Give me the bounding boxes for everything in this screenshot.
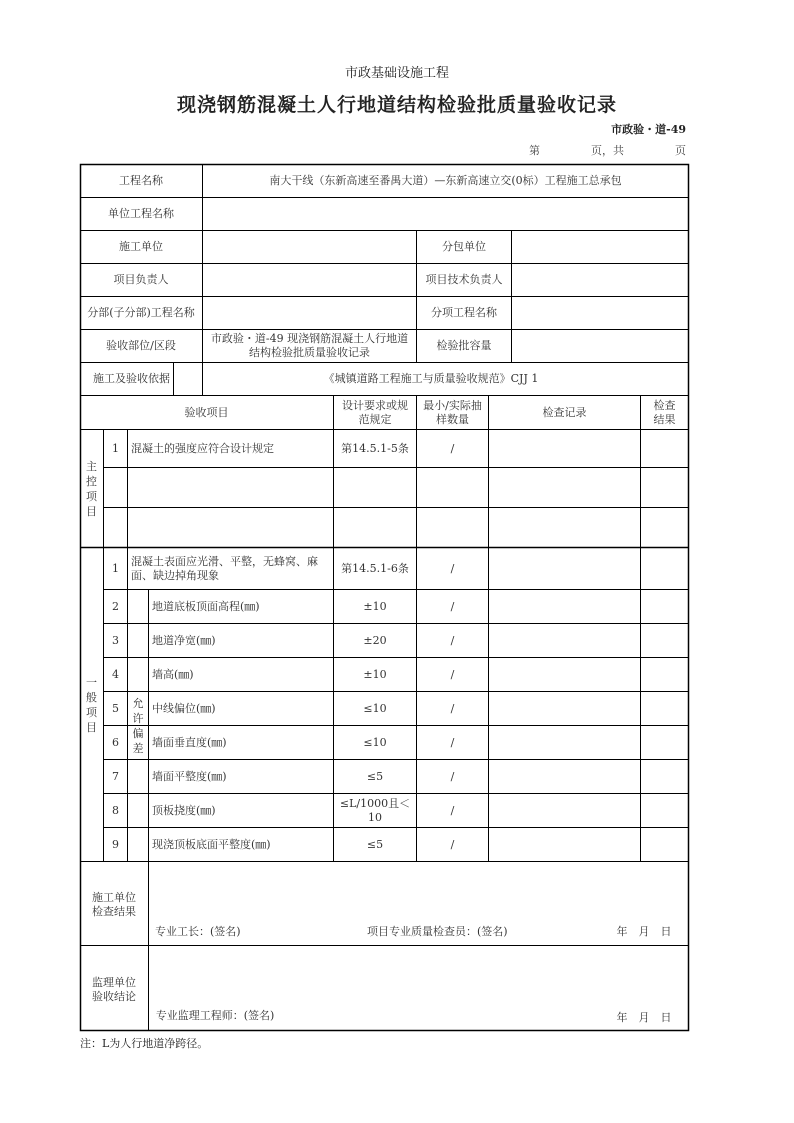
tolerance-row-no: 8 xyxy=(112,803,119,817)
tolerance-row-item: 地道净宽(㎜) xyxy=(152,633,216,647)
unit-project-label: 单位工程名称 xyxy=(108,207,174,220)
tolerance-row-no: 3 xyxy=(112,633,119,647)
general-row-no: 1 xyxy=(112,561,119,575)
foreman-sign[interactable]: 专业工长：(签名) xyxy=(155,925,241,938)
tolerance-row-sample[interactable]: / xyxy=(450,599,455,613)
subcontractor-label: 分包单位 xyxy=(442,240,486,253)
tolerance-row-design: ≤L/1000且＜10 xyxy=(339,796,411,824)
contractor-result-label: 施工单位检查结果 xyxy=(92,891,136,918)
pm-value[interactable] xyxy=(203,264,416,296)
tolerance-row-sample[interactable]: / xyxy=(450,701,455,715)
batch-label: 检验批容量 xyxy=(436,339,492,352)
tolerance-row-item: 顶板挠度(㎜) xyxy=(152,803,216,817)
project-name-value[interactable]: 南大干线（东新高速至番禺大道）—东新高速立交(0标）工程施工总承包 xyxy=(269,174,622,187)
tolerance-row-no: 7 xyxy=(112,769,119,783)
tolerance-row-item: 地道底板顶面高程(㎜) xyxy=(152,599,260,613)
supervisor-label: 监理单位验收结论 xyxy=(92,976,136,1003)
unit-project-value[interactable] xyxy=(203,198,688,230)
sub-item-label: 分项工程名称 xyxy=(431,306,497,319)
tolerance-row-design: ≤5 xyxy=(366,837,384,851)
tolerance-row-design: ≤5 xyxy=(366,769,384,783)
tolerance-row-no: 9 xyxy=(112,837,119,851)
form-title: 现浇钢筋混凝土人行地道结构检验批质量验收记录 xyxy=(176,94,617,116)
sub-item-value[interactable] xyxy=(512,297,688,329)
header-design: 设计要求或规范规定 xyxy=(342,398,408,426)
header-record: 检查记录 xyxy=(542,405,587,419)
tolerance-label-text: 允许偏差 xyxy=(132,696,144,755)
general-row-sample[interactable]: / xyxy=(450,561,455,575)
inspector-sign[interactable]: 项目专业质量检查员：(签名) xyxy=(367,925,508,938)
main-control-label xyxy=(80,430,103,547)
main-row-sample[interactable]: / xyxy=(450,441,455,455)
tolerance-row-item: 现浇顶板底面平整度(㎜) xyxy=(152,837,271,851)
project-name-label: 工程名称 xyxy=(119,174,163,187)
tolerance-row-no: 6 xyxy=(112,735,119,749)
location-label: 验收部位/区段 xyxy=(106,339,176,352)
tolerance-row-item: 墙面平整度(㎜) xyxy=(152,769,227,783)
contractor-date[interactable]: 年 月 日 xyxy=(616,925,672,938)
supervisor-sign[interactable]: 专业监理工程师：(签名) xyxy=(155,1009,275,1022)
main-row-design: 第14.5.1-5条 xyxy=(341,441,409,455)
tech-lead-value[interactable] xyxy=(512,264,688,296)
batch-value[interactable] xyxy=(512,330,688,362)
general-label xyxy=(80,548,103,861)
header-item: 验收项目 xyxy=(184,405,229,419)
supervisor-date[interactable]: 年 月 日 xyxy=(616,1011,672,1024)
basis-label: 施工及验收依据 xyxy=(93,372,170,385)
tolerance-row-design: ±10 xyxy=(363,599,387,613)
pm-label: 项目负责人 xyxy=(113,273,169,286)
tolerance-row-sample[interactable]: / xyxy=(450,667,455,681)
tolerance-row-sample[interactable]: / xyxy=(450,735,455,749)
tolerance-row-item: 墙高(㎜) xyxy=(152,667,194,681)
tolerance-row-no: 2 xyxy=(112,599,119,613)
tolerance-row-design: ±20 xyxy=(363,633,387,647)
tolerance-row-sample[interactable]: / xyxy=(450,633,455,647)
tolerance-row-sample[interactable]: / xyxy=(450,803,455,817)
location-value[interactable]: 市政验・道-49 现浇钢筋混凝土人行地道结构检验批质量验收记录 xyxy=(210,332,409,359)
tolerance-row-sample[interactable]: / xyxy=(450,769,455,783)
general-row-design: 第14.5.1-6条 xyxy=(341,561,409,575)
sub-division-label: 分部(子分部)工程名称 xyxy=(87,306,195,319)
basis-value[interactable]: 《城镇道路工程施工与质量验收规范》CJJ 1 xyxy=(323,372,539,385)
general-row-item: 混凝土表面应光滑、平整，无蜂窝、麻面、缺边掉角现象 xyxy=(131,554,318,582)
general-label-text: 一般项目 xyxy=(86,675,97,734)
sub-division-value[interactable] xyxy=(203,297,416,329)
main-control-label-text: 主控项目 xyxy=(86,459,97,518)
contractor-label: 施工单位 xyxy=(119,240,163,253)
page-label-1: 第 xyxy=(529,144,540,157)
subcontractor-value[interactable] xyxy=(512,231,688,263)
header-result: 检查结果 xyxy=(653,398,676,426)
contractor-value[interactable] xyxy=(203,231,416,263)
main-row-no: 1 xyxy=(112,441,119,455)
document-number: 市政验・道-49 xyxy=(611,123,686,136)
footnote: 注：L为人行地道净跨径。 xyxy=(80,1037,209,1050)
tolerance-row-sample[interactable]: / xyxy=(450,837,455,851)
tolerance-row-item: 墙面垂直度(㎜) xyxy=(152,735,227,749)
tolerance-row-no: 5 xyxy=(112,701,119,715)
tolerance-label xyxy=(128,590,148,861)
tolerance-row-design: ≤10 xyxy=(363,735,387,749)
page-label-2: 页，共 xyxy=(591,144,624,157)
main-row-item: 混凝土的强度应符合设计规定 xyxy=(131,441,274,455)
tolerance-row-design: ≤10 xyxy=(363,701,387,715)
tolerance-row-no: 4 xyxy=(112,667,119,681)
form-subtitle: 市政基础设施工程 xyxy=(344,66,449,81)
header-sample: 最小/实际抽样数量 xyxy=(423,398,482,426)
page-label-3: 页 xyxy=(675,144,686,157)
tolerance-row-item: 中线偏位(㎜) xyxy=(152,701,216,715)
tech-lead-label: 项目技术负责人 xyxy=(425,273,503,286)
tolerance-row-design: ±10 xyxy=(363,667,387,681)
